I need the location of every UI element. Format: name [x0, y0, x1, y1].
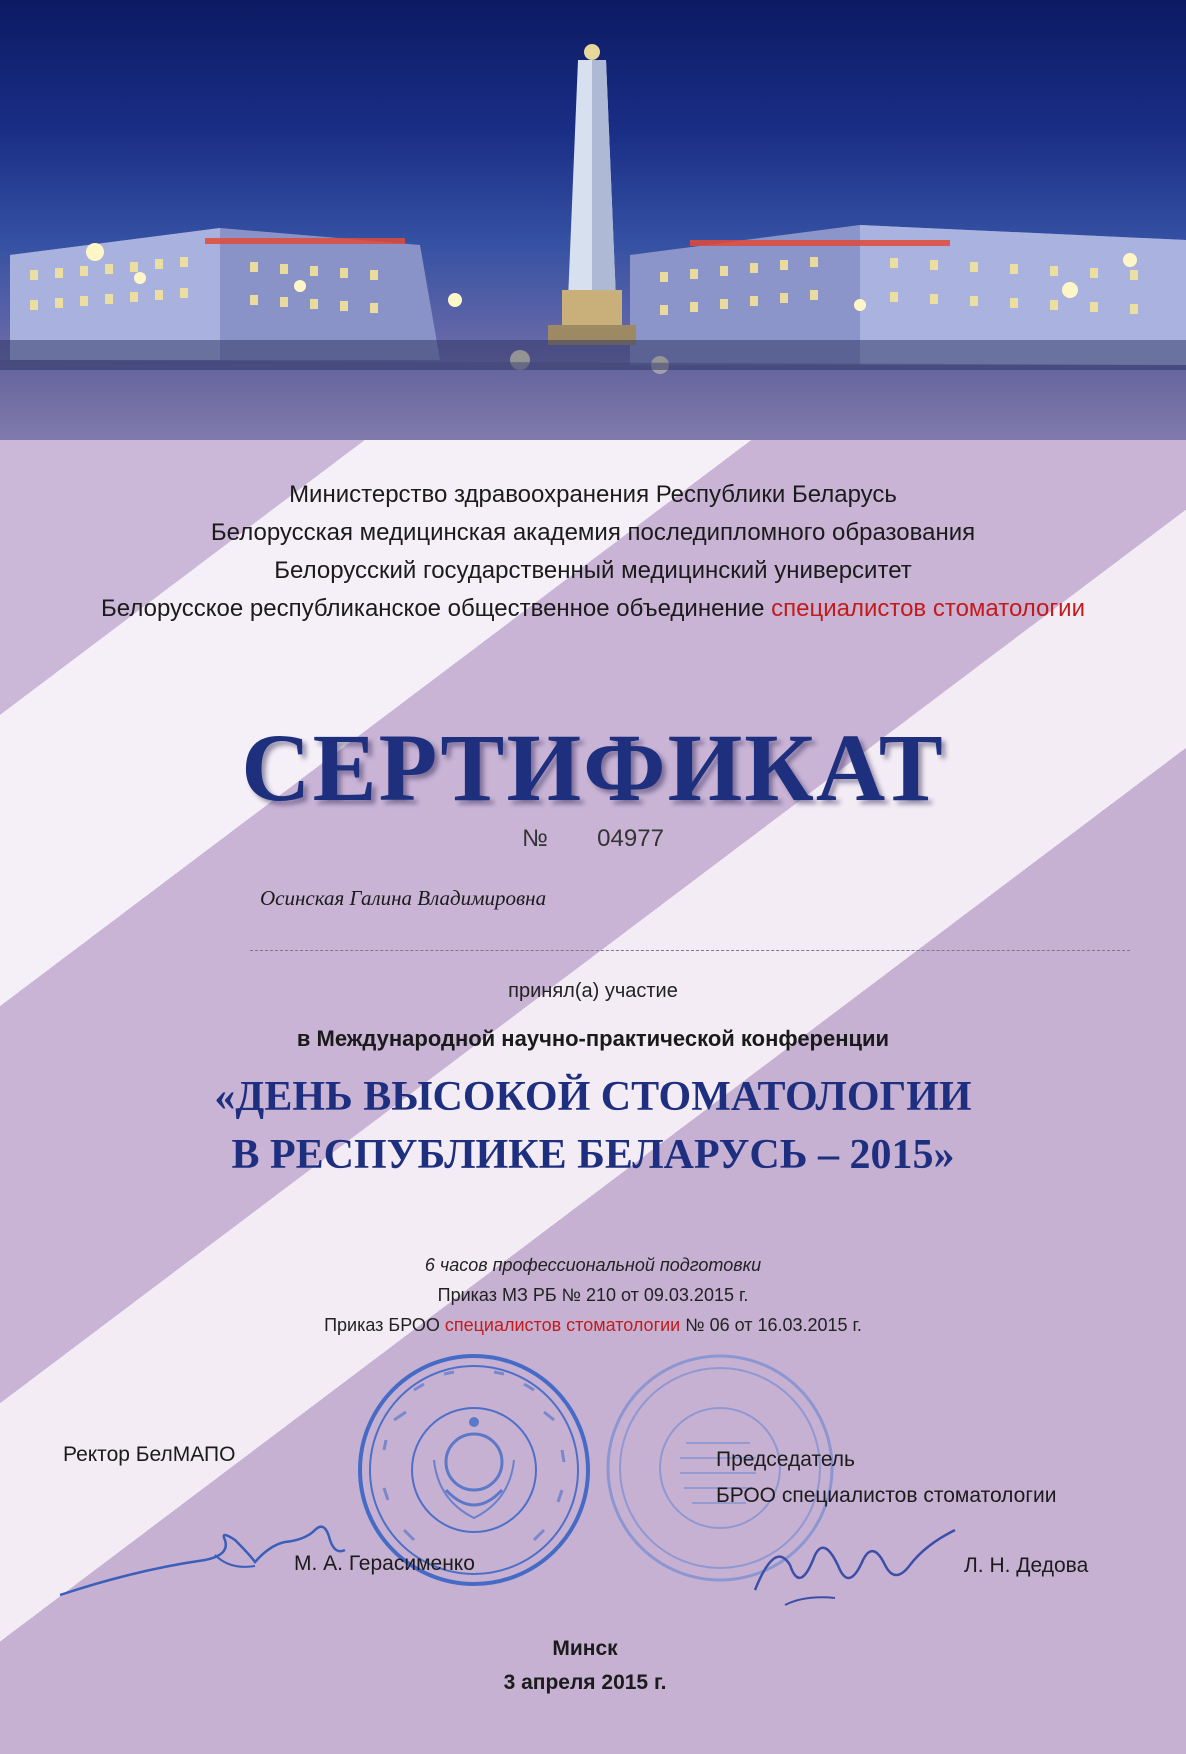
- order-1: Приказ МЗ РБ № 210 от 09.03.2015 г.: [437, 1285, 749, 1305]
- conference-prefix: в Международной научно-практической конференции: [296, 1026, 890, 1051]
- number-value: 04977: [597, 825, 664, 852]
- left-signature: [55, 1500, 355, 1600]
- order-2: [0, 1310, 1186, 1340]
- hours-text: [0, 1250, 1186, 1280]
- right-signer-name: Л. Н. Дедова: [964, 1554, 1089, 1577]
- left-signer-name: М. А. Герасименко: [294, 1552, 475, 1575]
- order-2-highlight: специалистов стоматологии: [444, 1315, 681, 1335]
- issue-date: 3 апреля 2015 г.: [503, 1671, 667, 1694]
- organization-line-3: Белорусский государственный медицинский университет: [274, 557, 912, 584]
- order-2-prefix: Приказ БРОО: [324, 1315, 440, 1335]
- recipient-name: Осинская Галина Владимировна: [260, 886, 547, 910]
- header-photo: [0, 0, 1186, 440]
- right-signer-title-2: БРОО специалистов стоматологии: [716, 1484, 1057, 1507]
- right-signer-title-1: Председатель: [716, 1448, 855, 1471]
- order-2-suffix: № 06 от 16.03.2015 г.: [685, 1315, 862, 1335]
- hours-value: 6 часов профессиональной подготовки: [424, 1255, 762, 1275]
- conference-title-line-1: «ДЕНЬ ВЫСОКОЙ СТОМАТОЛОГИИ: [214, 1074, 972, 1120]
- right-signature: [745, 1510, 965, 1620]
- organization-line-2: Белорусская медицинская академия последипломного образования: [210, 519, 976, 546]
- certificate-title: СЕРТИФИКАТ: [241, 714, 945, 821]
- night-square-illustration: [0, 0, 1186, 440]
- organization-line-4: [0, 590, 1186, 628]
- city: Минск: [552, 1637, 618, 1660]
- association-prefix: Белорусское республиканское общественное объединение: [101, 595, 765, 622]
- participation-text: принял(а) участие: [508, 980, 678, 1002]
- recipient-underline: [250, 950, 1130, 951]
- association-highlight: специалистов стоматологии: [771, 595, 1085, 622]
- number-label: №: [522, 825, 548, 852]
- conference-title-line-2: В РЕСПУБЛИКЕ БЕЛАРУСЬ – 2015»: [231, 1132, 955, 1178]
- left-signer-title: Ректор БелМАПО: [63, 1443, 236, 1466]
- certificate-number: [0, 825, 1186, 853]
- organization-line-1: Министерство здравоохранения Республики Беларусь: [289, 481, 897, 508]
